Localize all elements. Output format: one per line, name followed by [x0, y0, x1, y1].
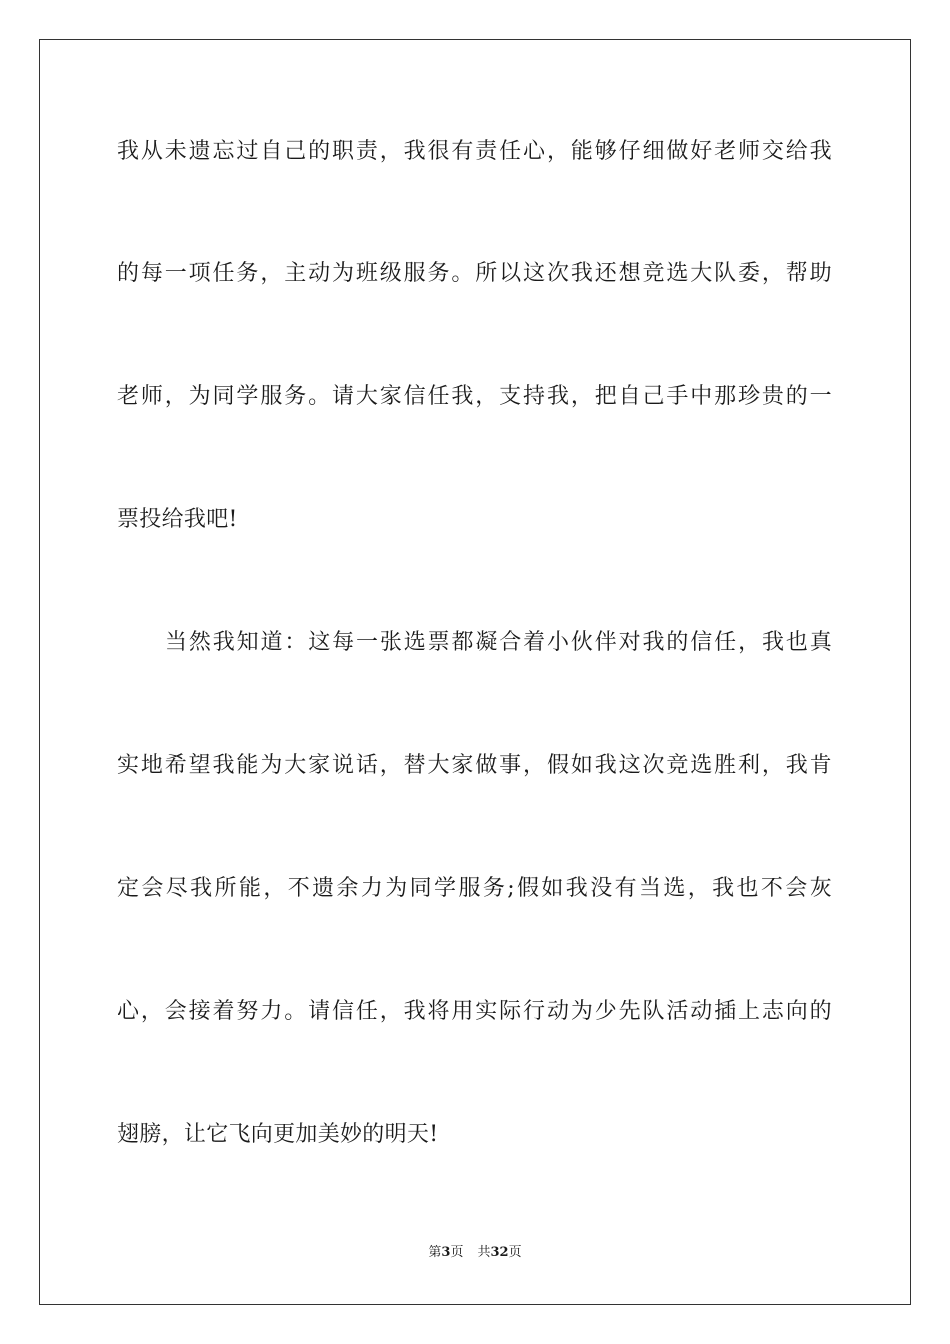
body-line-9: 翅膀，让它飞向更加美妙的明天!	[117, 1122, 439, 1147]
body-line-1: 我从未遗忘过自己的职责，我很有责任心，能够仔细做好老师交给我	[117, 139, 832, 164]
footer-page-suffix: 页	[450, 1245, 464, 1260]
body-line-4: 票投给我吧!	[117, 507, 238, 532]
page-frame	[39, 39, 911, 1305]
body-line-3: 老师，为同学服务。请大家信任我，支持我，把自己手中那珍贵的一	[117, 384, 832, 409]
body-line-7: 定会尽我所能，不遗余力为同学服务;假如我没有当选，我也不会灰	[117, 876, 832, 901]
footer-page-number: 3	[441, 1245, 451, 1260]
body-line-8: 心，会接着努力。请信任，我将用实际行动为少先队活动插上志向的	[117, 999, 832, 1024]
body-line-2: 的每一项任务，主动为班级服务。所以这次我还想竞选大队委，帮助	[117, 261, 832, 286]
footer-page-prefix: 第	[428, 1245, 442, 1260]
body-line-6: 实地希望我能为大家说话，替大家做事，假如我这次竞选胜利，我肯	[117, 753, 832, 778]
body-line-5: 当然我知道：这每一张选票都凝合着小伙伴对我的信任，我也真	[165, 630, 832, 655]
footer-total-suffix: 页	[508, 1245, 522, 1260]
page-footer	[0, 1244, 950, 1262]
footer-total-pages: 32	[490, 1245, 509, 1260]
footer-total-prefix: 共	[477, 1245, 491, 1260]
